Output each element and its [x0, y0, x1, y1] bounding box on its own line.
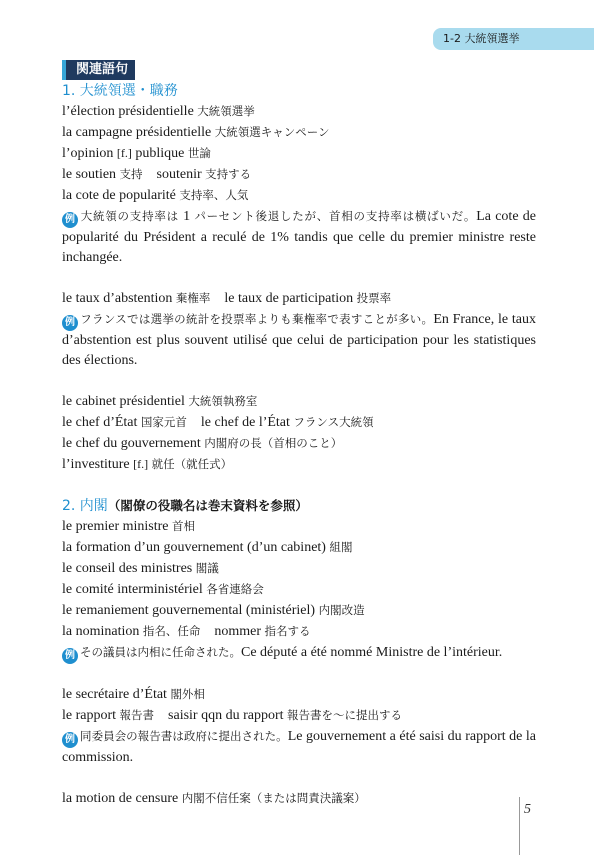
term-line: la nomination 指名、任命 nommer 指名する: [62, 624, 311, 639]
example-badge: 例: [62, 212, 78, 228]
term-line: l’opinion [f.] publique 世論: [62, 146, 211, 161]
section-1-title: 1. 大統領選・職務: [62, 83, 178, 99]
example-badge: 例: [62, 648, 78, 664]
term-line: le chef du gouvernement 内閣府の長（首相のこと）: [62, 436, 343, 451]
example-sentence: 例 その議員は内相に任命された。Ce député a été nommé Ministre de l’intérieur.: [62, 642, 536, 664]
term-line: le taux d’abstention 棄権率 le taux de participation 投票率: [62, 291, 392, 306]
term-line: le conseil des ministres 閣議: [62, 561, 219, 576]
example-sentence: 例 大統領の支持率は 1 パーセント後退したが、首相の支持率は横ばいだ。La cote de popularité du Président a reculé de 1% tandis que celle du premier ministre reste inchangée.: [62, 209, 537, 265]
term-line: le cabinet présidentiel 大統領執務室: [62, 394, 258, 409]
example-badge: 例: [62, 732, 78, 748]
term-line: le premier ministre 首相: [62, 519, 196, 534]
term-line: l’élection présidentielle 大統領選挙: [62, 104, 255, 119]
chapter-tab: 1-2 大統領選挙: [433, 28, 594, 50]
page-divider: [519, 797, 520, 855]
example-sentence: 例 同委員会の報告書は政府に提出された。Le gouvernement a été saisi du rapport de la commission.: [62, 729, 537, 765]
section-2-title: 2. 内閣（閣僚の役職名は巻末資料を参照）: [62, 498, 308, 514]
term-line: la motion de censure 内閣不信任案（または問責決議案）: [62, 791, 366, 806]
page-number: 5: [524, 802, 531, 817]
term-line: le rapport 報告書 saisir qqn du rapport 報告書を〜に提出する: [62, 708, 403, 723]
term-line: la formation d’un gouvernement (d’un cabinet) 組閣: [62, 540, 353, 555]
term-line: le secrétaire d’État 閣外相: [62, 687, 205, 702]
term-line: la campagne présidentielle 大統領選キャンペーン: [62, 125, 330, 140]
term-line: le comité interministériel 各省連絡会: [62, 582, 264, 597]
term-line: la cote de popularité 支持率、人気: [62, 188, 249, 203]
example-sentence: 例 フランスでは選挙の統計を投票率よりも棄権率で表すことが多い。En France, le taux d’abstention est plus souvent utilisé que celui de participation pour les statistiques des élections.: [62, 312, 536, 368]
main-content: [62, 60, 536, 809]
term-line: le soutien 支持 soutenir 支持する: [62, 167, 252, 182]
term-line: l’investiture [f.] 就任（就任式）: [62, 457, 233, 472]
example-badge: 例: [62, 315, 78, 331]
term-line: le chef d’État 国家元首 le chef de l’État フランス大統領: [62, 415, 374, 430]
related-terms-heading: 関連語句: [62, 60, 135, 80]
term-line: le remaniement gouvernemental (ministériel) 内閣改造: [62, 603, 365, 618]
